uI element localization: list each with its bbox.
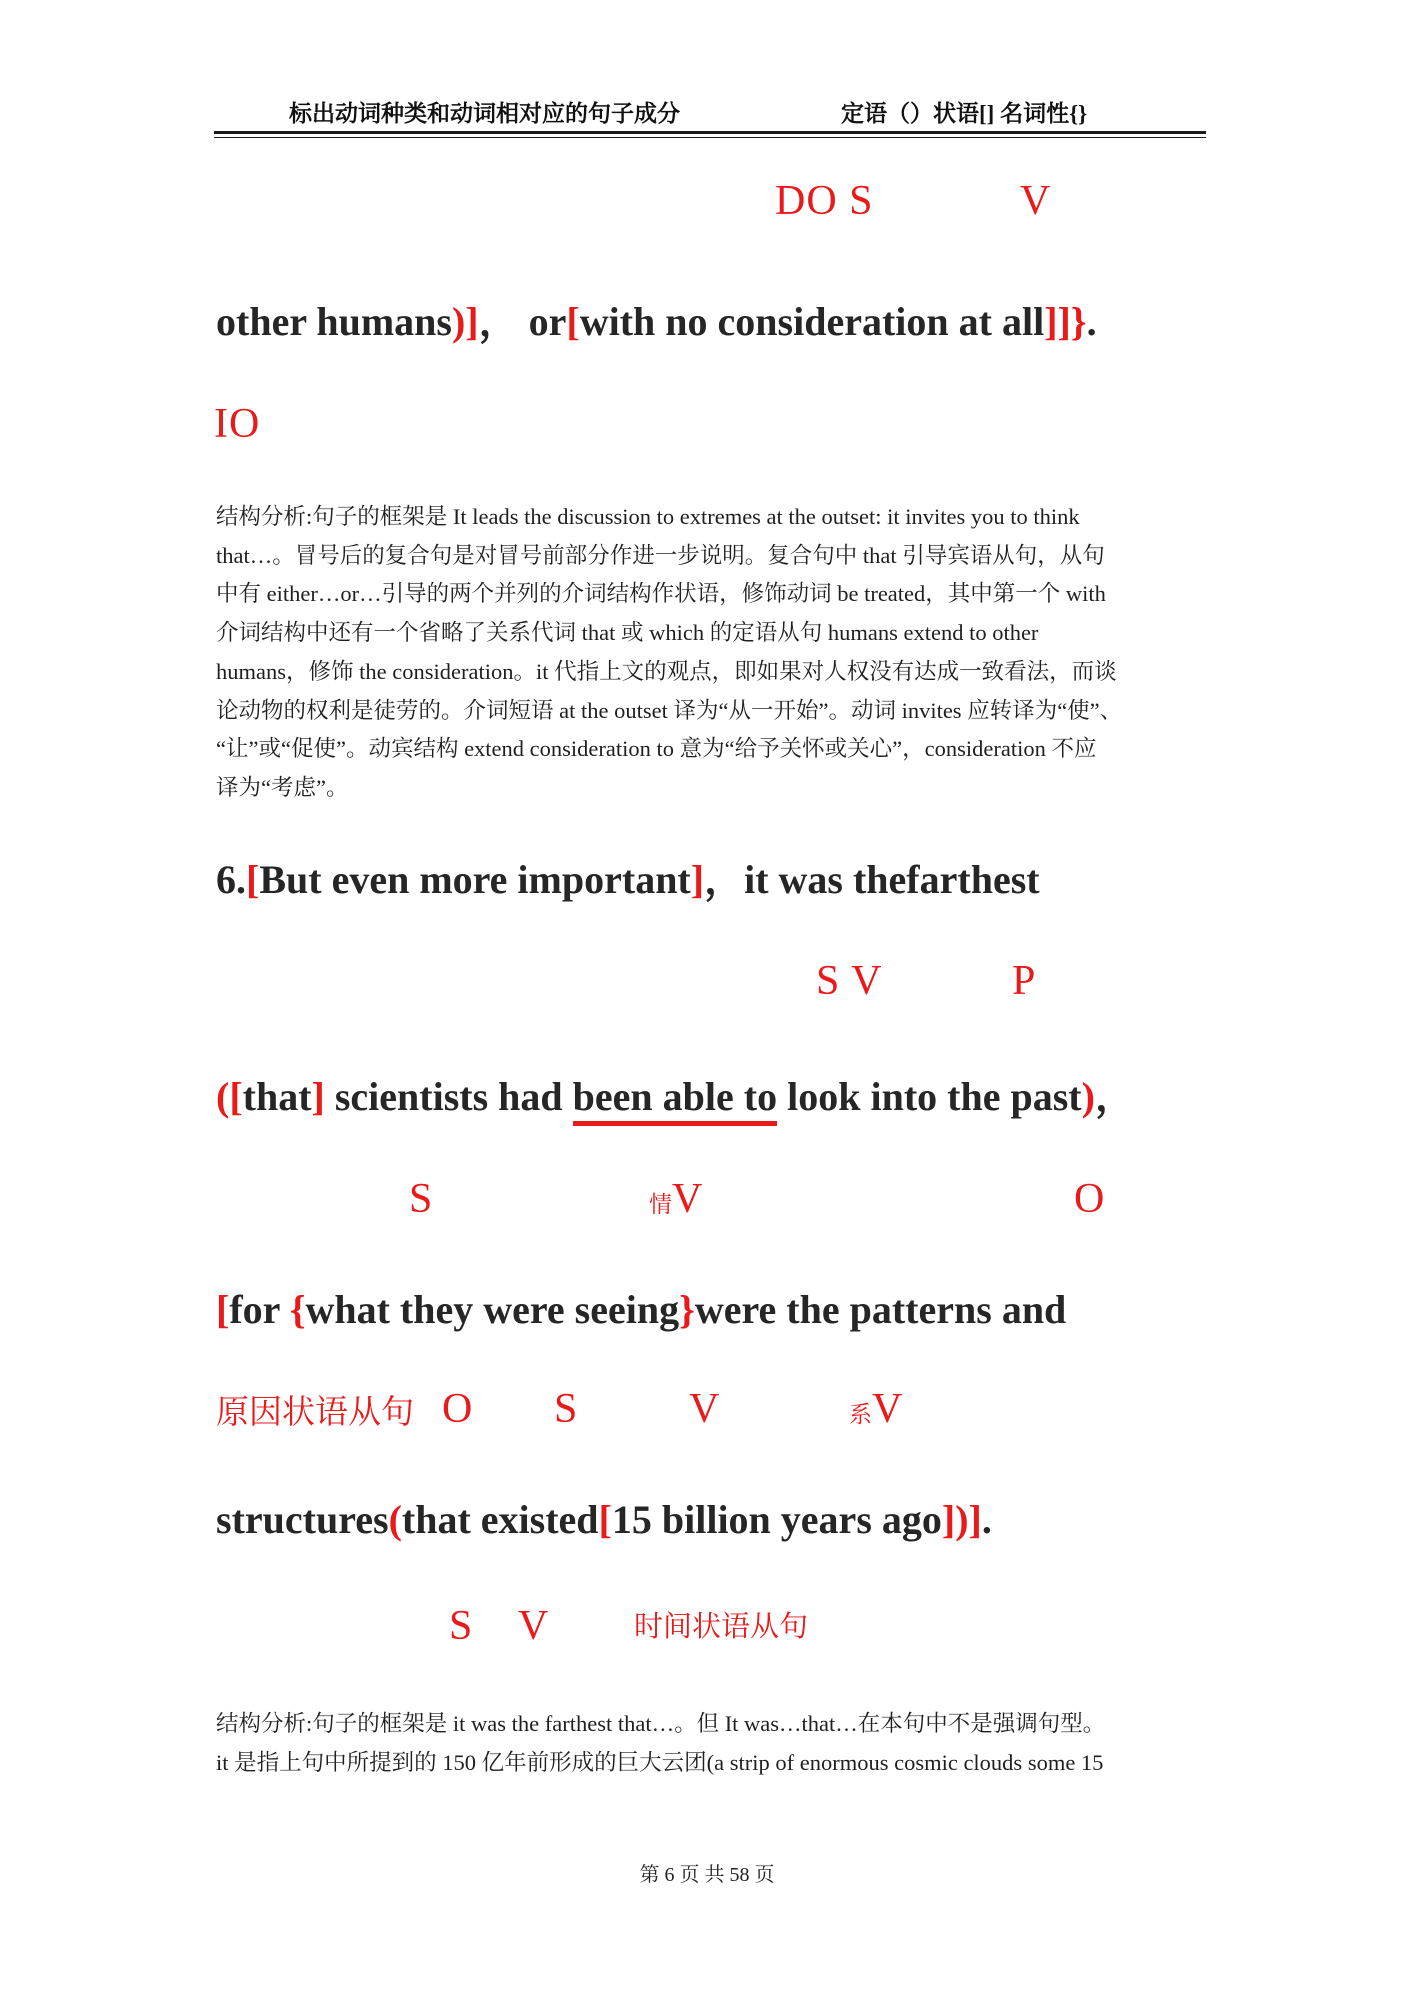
annotation-o-2: O [442, 1386, 474, 1432]
annotation-s-v: S V [816, 958, 883, 1004]
paragraph-line: 译为“考虑”。 [216, 774, 349, 800]
text-segment: or [518, 299, 567, 344]
annotation-s-4: S [449, 1603, 474, 1649]
text-segment: with no consideration at all [579, 299, 1045, 344]
text-segment: } [679, 1287, 695, 1332]
text-segment: [ [598, 1497, 612, 1542]
text-segment: other humans [216, 299, 452, 344]
text-segment: [ [566, 299, 580, 344]
text-segment: [ [246, 857, 260, 902]
text-segment: ])] [941, 1497, 982, 1542]
sentence-line-2 [216, 1075, 1135, 1119]
annotation-v-1: V [1020, 178, 1052, 224]
annotation-v-4: V [872, 1386, 904, 1432]
sentence-line-3 [216, 1288, 1066, 1332]
text-segment: it was thefarthest [744, 857, 1040, 902]
paragraph-line: 结构分析:句子的框架是 It leads the discussion to extremes at the outset: it invites you to think [216, 504, 1080, 529]
sentence-line-4 [216, 1498, 992, 1542]
text-segment: look into the past [777, 1074, 1082, 1119]
header-title-left: 标出动词种类和动词相对应的句子成分 [289, 101, 680, 126]
annotation-time-clause-label: 时间状语从句 [634, 1611, 809, 1643]
annotation-qing: 情 [649, 1192, 672, 1217]
text-segment: structures [216, 1497, 389, 1542]
annotation-do-s: DO S [775, 178, 874, 224]
text-segment: ， [1094, 1074, 1135, 1119]
page-footer: 第 6 页 共 58 页 [639, 1864, 775, 1886]
header-legend-right: 定语（）状语[] 名词性{} [841, 101, 1088, 126]
underlined-phrase: been able to [573, 1074, 777, 1126]
text-segment: 15 billion years ago [611, 1497, 942, 1542]
text-segment: ， [704, 857, 745, 902]
annotation-v-2: V [672, 1176, 704, 1222]
sentence-heading-6 [216, 858, 1040, 902]
annotation-s-3: S [554, 1386, 579, 1432]
text-segment: )] [451, 299, 479, 344]
annotation-p: P [1012, 958, 1037, 1004]
text-segment: ]]} [1044, 299, 1087, 344]
text-segment: 6. [216, 857, 246, 902]
text-segment: for [229, 1287, 290, 1332]
header-rule-thick [214, 131, 1206, 134]
text-segment: ([ [216, 1074, 243, 1119]
text-segment: But even more important [259, 857, 691, 902]
paragraph-line: humans，修饰 the consideration。it 代指上文的观点，即如果对人权没有达成一致看法，而谈 [216, 658, 1117, 684]
annotation-o-1: O [1074, 1176, 1106, 1222]
text-segment: [ [216, 1287, 230, 1332]
annotation-v-3: V [689, 1386, 721, 1432]
text-segment: that [242, 1074, 312, 1119]
text-segment: ] [690, 857, 705, 902]
text-segment: what they were seeing [305, 1287, 680, 1332]
text-segment: ( [388, 1497, 402, 1542]
annotation-qing-v [649, 1178, 703, 1220]
annotation-cause-clause-label: 原因状语从句 [216, 1395, 414, 1431]
paragraph-line: it 是指上句中所提到的 150 亿年前形成的巨大云团(a strip of enormous cosmic clouds some 15 [216, 1749, 1104, 1775]
text-segment: . [1086, 299, 1097, 344]
paragraph-line: 论动物的权利是徒劳的。介词短语 at the outset 译为“从一开始”。动词 invites 应转译为“使”、 [216, 697, 1123, 723]
annotation-xi: 系 [849, 1402, 872, 1427]
paragraph-line: “让”或“促使”。动宾结构 extend consideration to 意为“给予关怀或关心”，consideration 不应 [216, 736, 1097, 762]
paragraph-line: 中有 either…or…引导的两个并列的介词结构作状语，修饰动词 be treated，其中第一个 with [216, 581, 1106, 607]
annotation-v-5: V [518, 1603, 550, 1649]
text-segment: ， [478, 299, 519, 344]
paragraph-line: 介词结构中还有一个省略了关系代词 that 或 which 的定语从句 humans extend to other [216, 620, 1039, 646]
annotation-io: IO [214, 401, 261, 447]
paragraph-line: 结构分析:句子的框架是 it was the farthest that…。但 It was…that…在本句中不是强调句型。 [216, 1711, 1106, 1736]
annotation-xi-v [849, 1388, 903, 1430]
text-segment: scientists had [324, 1074, 573, 1119]
annotation-s-2: S [409, 1176, 434, 1222]
text-segment: { [289, 1287, 306, 1332]
text-segment: ] [311, 1074, 325, 1119]
sentence-line-1 [216, 300, 1097, 344]
text-segment: were the patterns and [694, 1287, 1067, 1332]
text-segment: . [981, 1497, 992, 1542]
header-rule-thin [214, 137, 1206, 138]
analysis-paragraph-1 [216, 498, 1122, 808]
paragraph-line: that…。冒号后的复合句是对冒号前部分作进一步说明。复合句中 that 引导宾语从句，从句 [216, 542, 1105, 568]
text-segment: that existed [401, 1497, 599, 1542]
analysis-paragraph-2 [216, 1705, 1105, 1782]
text-segment: ) [1081, 1074, 1095, 1119]
